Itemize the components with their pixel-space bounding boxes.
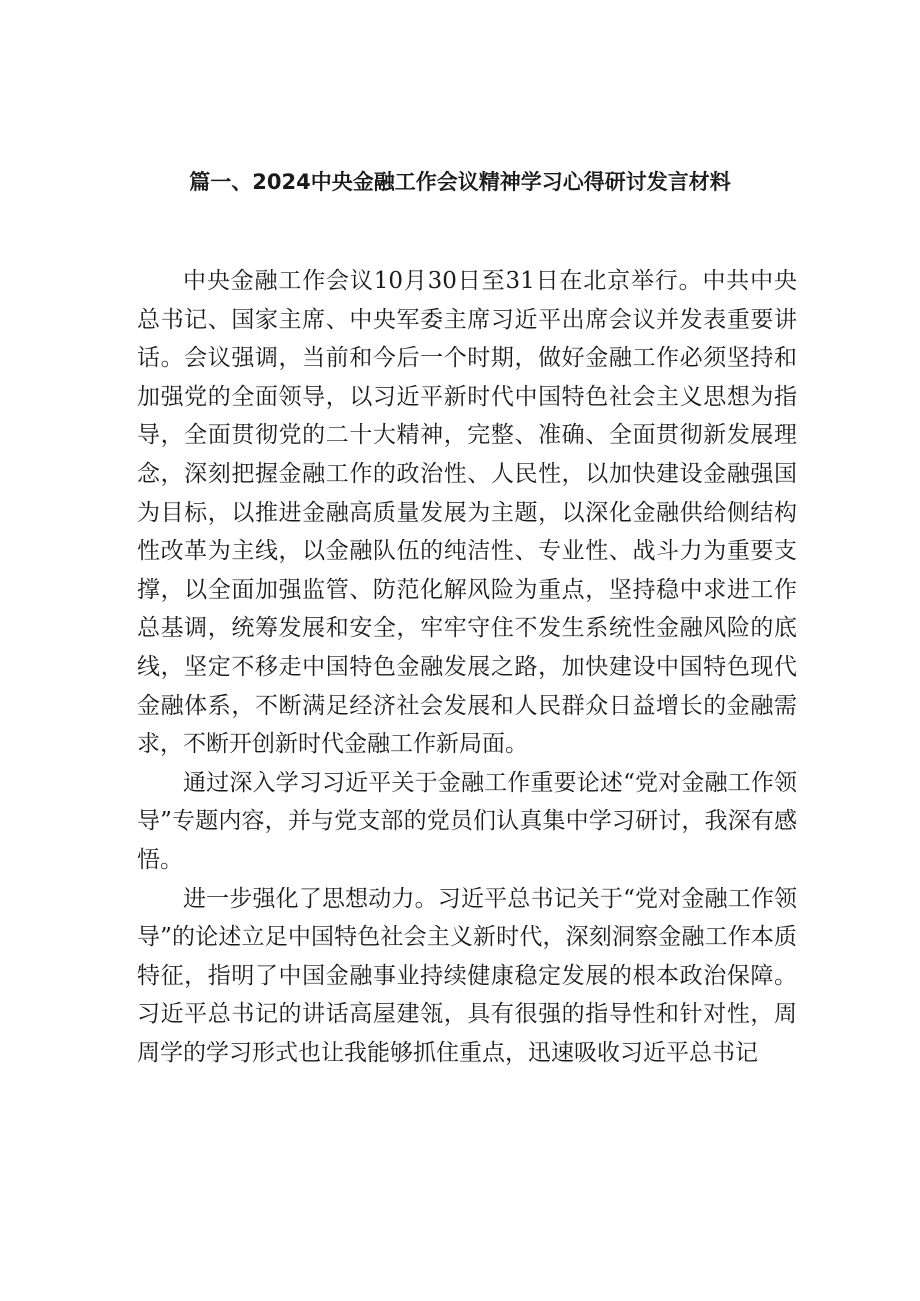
- paragraph: 通过深入学习习近平关于金融工作重要论述“党对金融工作领导”专题内容，并与党支部的党员们认真集中学习研讨，我深有感悟。: [137, 769, 797, 873]
- paragraph: 中央金融工作会议10月30日至31日在北京举行。中共中央总书记、国家主席、中央军委主席习近平出席会议并发表重要讲话。会议强调，当前和今后一个时期，做好金融工作必须坚持和加强党的全面领导，以习近平新时代中国特色社会主义思想为指导，全面贯彻党的二十大精神，完整、准确、全面贯彻新发展理念，深刻把握金融工作的政治性、人民性，以加快建设金融强国为目标，以推进金融高质量发展为主题，以深化金融供给侧结构性改革为主线，以金融队伍的纯洁性、专业性、战斗力为重要支撑，以全面加强监管、防范化解风险为重点，坚持稳中求进工作总基调，统筹发展和安全，牢牢守住不发生系统性金融风险的底线，坚定不移走中国特色金融发展之路，加快建设中国特色现代金融体系，不断满足经济社会发展和人民群众日益增长的金融需求，不断开创新时代金融工作新局面。: [137, 268, 797, 758]
- document-title: 篇一、2024中央金融工作会议精神学习心得研讨发言材料: [189, 170, 731, 194]
- document-body: [137, 262, 797, 1072]
- paragraph: 进一步强化了思想动力。习近平总书记关于“党对金融工作领导”的论述立足中国特色社会主义新时代，深刻洞察金融工作本质特征，指明了中国金融事业持续健康稳定发展的根本政治保障。习近平总书记的讲话高屋建瓴，具有很强的指导性和针对性，周周学的学习形式也让我能够抓住重点，迅速吸收习近平总书记: [137, 885, 797, 1066]
